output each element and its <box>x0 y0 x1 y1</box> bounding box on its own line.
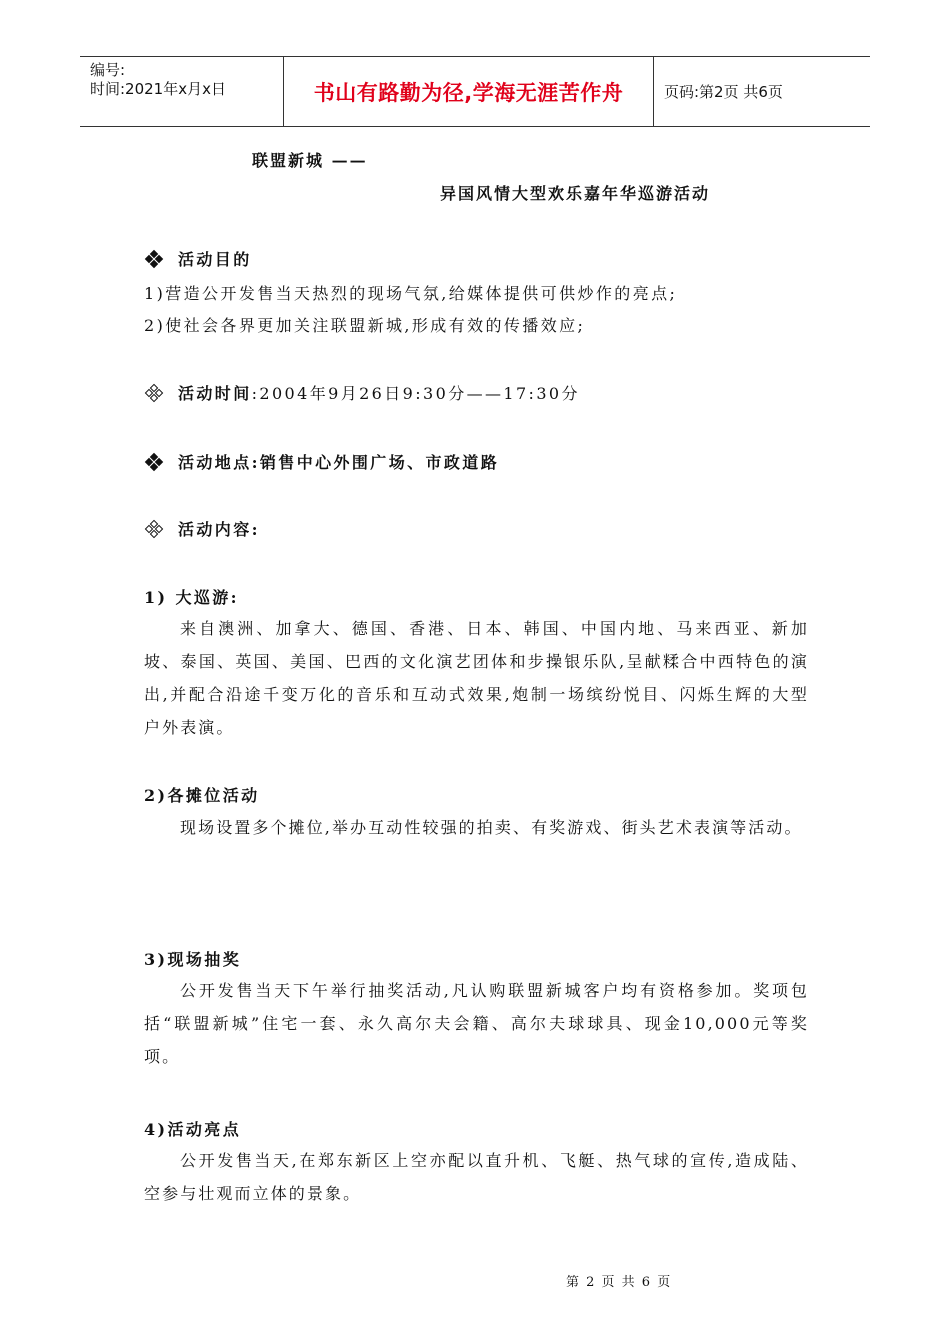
section-4-body: 公开发售当天,在郑东新区上空亦配以直升机、飞艇、热气球的宣传,造成陆、空参与壮观而立体的景象。 <box>144 1151 809 1203</box>
diamond-bullet-icon <box>146 385 162 401</box>
section-1-heading: 1) 大巡游: <box>144 588 239 607</box>
purpose-item-2: 2)使社会各界更加关注联盟新城,形成有效的传播效应; <box>144 316 586 335</box>
page-code: 页码:第2页 共6页 <box>664 83 783 101</box>
section-2-body: 现场设置多个摊位,举办互动性较强的拍卖、有奖游戏、街头艺术表演等活动。 <box>180 818 803 837</box>
purpose-heading-row <box>146 247 252 270</box>
title-line-1: 联盟新城 —— <box>252 151 368 170</box>
diamond-bullet-icon <box>146 454 162 470</box>
page-footer: 第 2 页 共 6 页 <box>566 1275 672 1290</box>
purpose-heading: 活动目的 <box>178 250 252 269</box>
section-1-body: 来自澳洲、加拿大、德国、香港、日本、韩国、中国内地、马来西亚、新加坡、泰国、英国、美国、巴西的文化演艺团体和步操银乐队,呈献糅合中西特色的演出,并配合沿途千变万化的音乐和互动式效果,炮制一场缤纷悦目、闪烁生辉的大型户外表演。 <box>144 619 809 737</box>
time-value: :2004年9月26日9:30分——17:30分 <box>251 384 580 403</box>
place-label: 活动地点:销售中心外围广场、市政道路 <box>178 453 500 472</box>
time-row <box>146 381 580 404</box>
header-motto-cell <box>283 57 654 126</box>
number-label: 编号: <box>90 61 126 79</box>
content-heading-row <box>146 517 260 540</box>
purpose-item-1: 1)营造公开发售当天热烈的现场气氛,给媒体提供可供炒作的亮点; <box>144 284 678 303</box>
diamond-bullet-icon <box>146 521 162 537</box>
title-line-2: 异国风情大型欢乐嘉年华巡游活动 <box>440 184 711 203</box>
content-heading: 活动内容: <box>178 520 260 539</box>
section-3-body: 公开发售当天下午举行抽奖活动,凡认购联盟新城客户均有资格参加。奖项包括“联盟新城”住宅一套、永久高尔夫会籍、高尔夫球球具、现金10,000元等奖项。 <box>144 981 809 1066</box>
section-2-heading: 2)各摊位活动 <box>144 786 260 805</box>
motto: 书山有路勤为径,学海无涯苦作舟 <box>313 80 624 105</box>
section-3-heading: 3)现场抽奖 <box>144 950 242 969</box>
section-4-heading: 4)活动亮点 <box>144 1120 242 1139</box>
header-meta <box>80 57 283 126</box>
time-label: 时间:2021年x月x日 <box>90 80 226 98</box>
place-row <box>146 450 499 473</box>
document-header <box>80 56 870 127</box>
diamond-bullet-icon <box>146 251 162 267</box>
time-label-text: 活动时间 <box>178 384 252 403</box>
